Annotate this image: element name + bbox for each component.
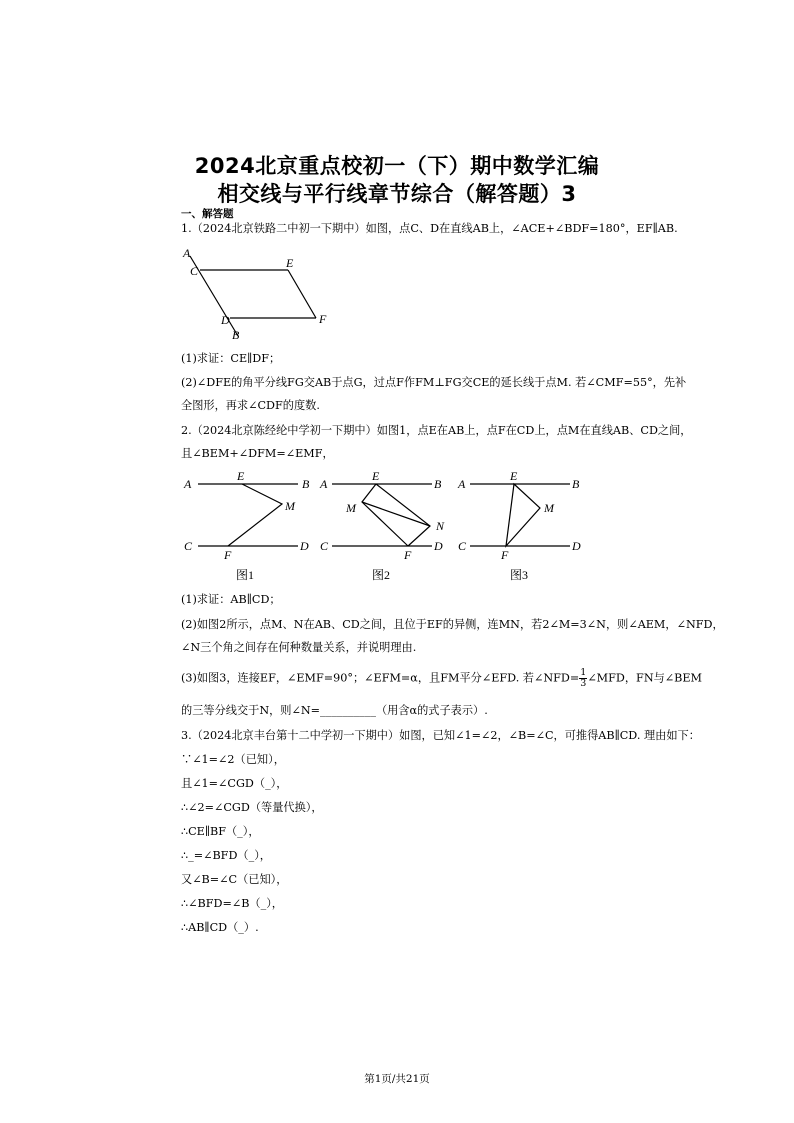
q3-step-7: ∴∠BFD=∠B（_）， (181, 897, 283, 910)
fig1-path-emf (228, 484, 282, 546)
q3-step-4: ∴CE∥BF（_）， (181, 825, 260, 838)
fig2-label-a: A (320, 477, 328, 491)
q1-segment-ef (288, 270, 316, 318)
fig2-label-d: D (434, 539, 443, 553)
fig2-label-c: C (320, 539, 329, 553)
q3-step-6: 又∠B=∠C（已知）， (181, 873, 288, 886)
q3-step-2: 且∠1=∠CGD（_）， (181, 777, 288, 790)
q2-part3-line1 (181, 668, 702, 689)
q1-part2-line2: 全图形，再求∠CDF的度数. (181, 399, 320, 412)
fig3-label-m: M (544, 501, 554, 515)
fig3-label-f: F (501, 548, 509, 562)
q2-part3-text-a: (3)如图3，连接EF，∠EMF=90°；∠EFM=α，且FM平分∠EFD. 若∠NFD= (181, 671, 580, 685)
q2-part3-text-b: ∠MFD，FN与∠BEM (587, 671, 703, 685)
q1-label-f: F (319, 312, 327, 326)
fig1-caption: 图1 (236, 568, 255, 582)
q1-figure (180, 242, 340, 346)
fraction-numerator: 1 (580, 667, 587, 678)
q2-part2-line1: (2)如图2所示，点M、N在AB、CD之间，且位于EF的异侧，连MN，若2∠M=3∠N，则∠AEM，∠NFD， (181, 618, 724, 631)
fig1-label-e: E (237, 469, 245, 483)
q2-figure-3 (456, 466, 596, 586)
q1-label-c: C (190, 264, 199, 278)
fig1-label-m: M (285, 499, 295, 513)
fig3-label-a: A (458, 477, 466, 491)
q1-label-e: E (286, 256, 294, 270)
fig1-label-b: B (302, 477, 310, 491)
q3-step-1: ∵∠1=∠2（已知）， (181, 753, 285, 766)
q2-stem-line2: 且∠BEM+∠DFM=∠EMF， (181, 447, 334, 460)
fig3-label-e: E (510, 469, 518, 483)
q1-label-d: D (221, 313, 230, 327)
page-footer: 第1页/共21页 (364, 1073, 430, 1085)
fig2-label-n: N (436, 519, 445, 533)
q3-step-8: ∴AB∥CD（_）. (181, 921, 259, 934)
q3-step-5: ∴_=∠BFD（_）， (181, 849, 271, 862)
q3-stem: 3.（2024北京丰台第十二中学初一下期中）如图，已知∠1=∠2，∠B=∠C，可推得AB∥CD. 理由如下： (181, 729, 700, 742)
q2-part1: (1)求证：AB∥CD； (181, 593, 281, 606)
q1-part2-line1: (2)∠DFE的角平分线FG交AB于点G，过点F作FM⊥FG交CE的延长线于点M. 若∠CMF=55°，先补 (181, 376, 687, 389)
q2-part2-line2: ∠N三个角之间存在何种数量关系，并说明理由. (181, 641, 417, 654)
fig2-segment-mn (362, 502, 430, 526)
q1-part1: (1)求证：CE∥DF； (181, 352, 281, 365)
fig2-label-m: M (346, 501, 356, 515)
fig3-label-c: C (458, 539, 467, 553)
page-title-line1: 2024北京重点校初一（下）期中数学汇编 (194, 154, 600, 178)
q1-stem: 1.（2024北京铁路二中初一下期中）如图，点C、D在直线AB上，∠ACE+∠BDF=180°，EF∥AB. (181, 222, 678, 235)
q2-figure-2 (318, 466, 458, 586)
fig3-triangle-emf (506, 484, 540, 546)
fig3-label-b: B (572, 477, 580, 491)
q1-label-b: B (232, 328, 240, 342)
fig1-label-a: A (184, 477, 192, 491)
fig2-path-emf (362, 484, 408, 546)
fig2-path-enf (376, 484, 430, 546)
q2-part3-line2: 的三等分线交于N，则∠N=__________（用含α的式子表示）. (181, 704, 488, 717)
fig1-label-d: D (300, 539, 309, 553)
fig2-caption: 图2 (372, 568, 391, 582)
fig1-label-f: F (224, 548, 232, 562)
q2-stem-line1: 2.（2024北京陈经纶中学初一下期中）如图1，点E在AB上，点F在CD上，点M在直线AB、CD之间， (181, 424, 692, 437)
page-title-line2: 相交线与平行线章节综合（解答题）3 (217, 182, 577, 206)
fig2-label-e: E (372, 469, 380, 483)
q3-step-3: ∴∠2=∠CGD（等量代换）， (181, 801, 323, 814)
fig2-label-f: F (404, 548, 412, 562)
fig3-label-d: D (572, 539, 581, 553)
section-heading: 一、解答题 (181, 208, 234, 220)
q1-label-a: A (183, 246, 191, 260)
fig2-label-b: B (434, 477, 442, 491)
fig3-caption: 图3 (510, 568, 529, 582)
q2-figure-1 (180, 466, 320, 586)
fraction-denominator: 3 (580, 678, 587, 689)
fig1-label-c: C (184, 539, 193, 553)
